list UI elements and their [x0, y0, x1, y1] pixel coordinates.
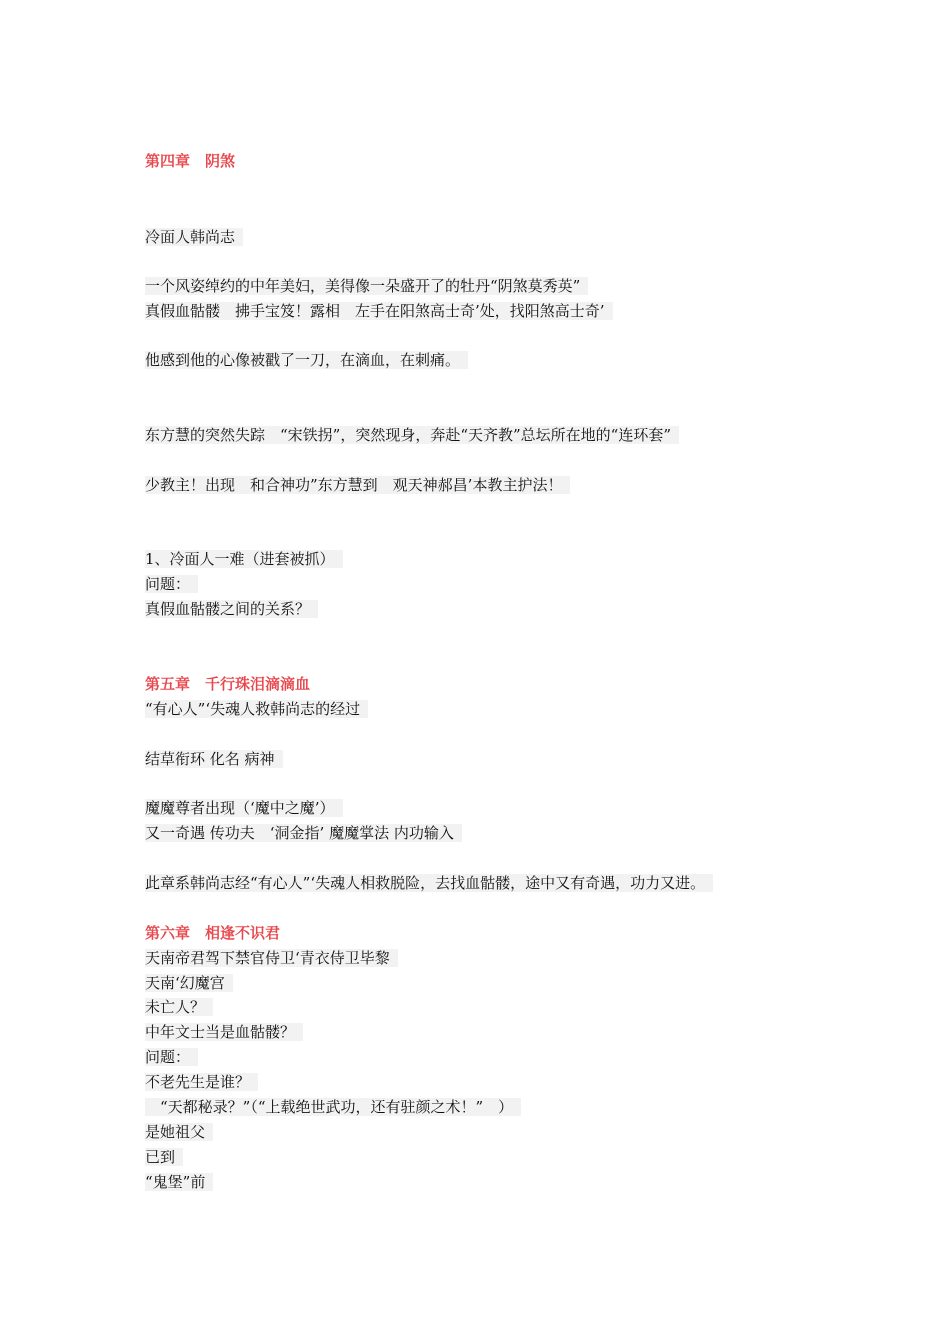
chapter-4-line: 真假血骷髅 拂手宝笈！露相 左手在阳煞高士奇’处，找阳煞高士奇’ [145, 301, 613, 321]
chapter-5-title: 第五章 千行珠泪滴滴血 [145, 675, 311, 693]
chapter-6-line: 天南帝君驾下禁官侍卫‘青衣侍卫毕黎 [145, 948, 398, 968]
chapter-6-line: 是她祖父 [145, 1122, 213, 1142]
chapter-5-line: “有心人”‘失魂人救韩尚志的经过 [145, 699, 368, 719]
chapter-5-line: 此章系韩尚志经“有心人”‘失魂人相救脱险，去找血骷髅，途中又有奇遇，功力又进。 [145, 873, 713, 893]
chapter-4-line: 问题： [145, 574, 198, 594]
chapter-4-line: 1、冷面人一难（进套被抓） [145, 549, 343, 569]
chapter-6-line: 已到 [145, 1147, 183, 1167]
chapter-6-line: 中年文士当是血骷髅？ [145, 1022, 303, 1042]
chapter-6-title: 第六章 相逢不识君 [145, 924, 281, 942]
chapter-6-line: 天南‘幻魔宫 [145, 973, 233, 993]
chapter-4-line: 冷面人韩尚志 [145, 227, 243, 247]
chapter-6-line: 问题： [145, 1047, 198, 1067]
chapter-6-line: “天都秘录？”（“上载绝世武功，还有驻颜之术！” ） [145, 1097, 521, 1117]
chapter-5-line: 魔魔尊者出现（‘魔中之魔’） [145, 798, 343, 818]
chapter-6-line: 未亡人？ [145, 997, 213, 1017]
chapter-4-line: 少教主！出现 和合神功”东方慧到 观天神郝昌’本教主护法！ [145, 475, 570, 495]
chapter-5-line: 又一奇遇 传功夫 ‘洞金指’ 魔魔掌法 内功输入 [145, 823, 462, 843]
chapter-4-line: 他感到他的心像被戳了一刀，在滴血，在刺痛。 [145, 350, 468, 370]
chapter-4-line: 一个风姿绰约的中年美妇，美得像一朵盛开了的牡丹“阴煞莫秀英” [145, 276, 588, 296]
chapter-4-line: 真假血骷髅之间的关系？ [145, 599, 318, 619]
chapter-4-line: 东方慧的突然失踪 “宋铁拐”，突然现身，奔赴“天齐教”总坛所在地的“连环套” [145, 425, 679, 445]
chapter-6-line: 不老先生是谁？ [145, 1072, 258, 1092]
chapter-4-title: 第四章 阴煞 [145, 152, 236, 170]
chapter-6-line: “鬼堡”前 [145, 1172, 213, 1192]
chapter-5-line: 结草衔环 化名 病神 [145, 749, 283, 769]
